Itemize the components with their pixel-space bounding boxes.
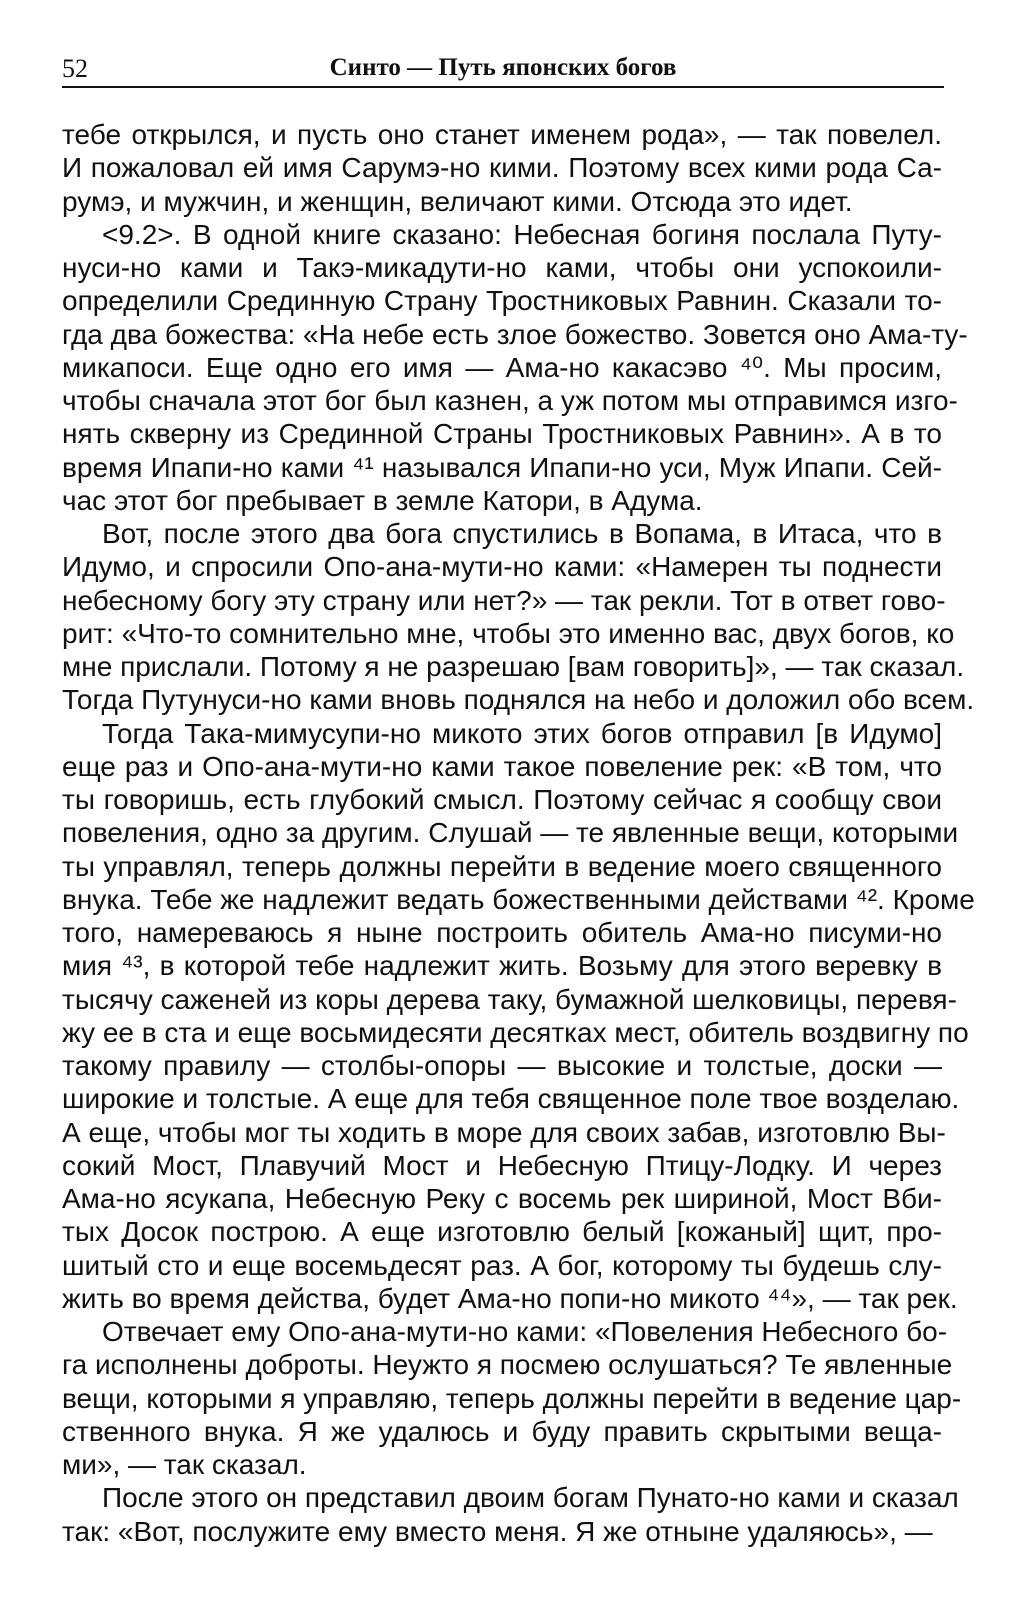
text-line: тебе открылся, и пусть оно станет именем рода», — так повелел.: [62, 119, 942, 150]
text-line: Вот, после этого два бога спустились в Вопама, в Итаса, что в: [102, 518, 942, 549]
text-line: определили Срединную Страну Тростниковых Равнин. Сказали то-: [62, 285, 942, 317]
text-line: мия ⁴³, в которой тебе надлежит жить. Возьму для этого веревку в: [62, 950, 942, 982]
running-title: Синто — Путь японских богов: [329, 54, 677, 81]
text-line: Идумо, и спросили Опо-ана-мути-но ками: «Намерен ты поднести: [62, 551, 942, 583]
text-line: шитый сто и еще восемьдесят раз. А бог, которому ты будешь слу-: [62, 1249, 942, 1281]
text-line: ты говоришь, есть глубокий смысл. Поэтому сейчас я сообщу свои: [62, 784, 942, 815]
page-number: 52: [62, 54, 88, 83]
text-line: такому правилу — столбы-опоры — высокие и толстые, доски —: [62, 1050, 942, 1081]
text-line: И пожаловал ей имя Сарумэ-но кими. Поэтому всех кими рода Са-: [62, 152, 942, 184]
text-line: га исполнены доброты. Неужто я посмею ослушаться? Те явленные: [62, 1349, 953, 1381]
text-line: Тогда Така-мимусупи-но микото этих богов отправил [в Идумо]: [102, 717, 942, 749]
text-line: нять скверну из Срединной Страны Тростниковых Равнин». А в то: [62, 418, 942, 450]
text-line: <9.2>. В одной книге сказано: Небесная богиня послала Путу-: [102, 218, 942, 250]
text-line: тысячу саженей из коры дерева таку, бумажной шелковицы, перевя-: [62, 983, 957, 1015]
paragraph: [62, 1481, 959, 1548]
text-line: время Ипапи-но ками ⁴¹ назывался Ипапи-но уси, Муж Ипапи. Сей-: [62, 451, 942, 483]
text-line: Отвечает ему Опо-ана-мути-но ками: «Повеления Небесного бо-: [102, 1316, 948, 1347]
text-line: После этого он представил двоим богам Пунато-но ками и сказал: [102, 1482, 959, 1514]
text-line: румэ, и мужчин, и женщин, величают кими. Отсюда это идет.: [62, 185, 853, 217]
text-line: А еще, чтобы мог ты ходить в море для своих забав, изготовлю Вы-: [62, 1116, 946, 1148]
paragraph: [62, 118, 942, 218]
text-line: повеления, одно за другим. Слушай — те явленные вещи, которыми: [62, 817, 959, 849]
text-line: так: «Вот, послужите ему вместо меня. Я же отныне удаляюсь», —: [62, 1515, 933, 1547]
paragraph: [62, 1315, 962, 1481]
text-line: Ама-но ясукапа, Небесную Реку с восемь рек шириной, Мост Вби-: [62, 1183, 942, 1214]
body-text: [62, 118, 975, 1548]
paragraph: [62, 717, 975, 1316]
text-line: того, намереваюсь я ныне построить обитель Ама-но писуми-но: [62, 917, 942, 948]
text-line: тых Досок построю. А еще изготовлю белый [кожаный] щит, про-: [62, 1216, 942, 1248]
text-line: еще раз и Опо-ана-мути-но ками такое повеление рек: «В том, что: [62, 750, 942, 782]
running-header: [62, 50, 944, 88]
text-line: сокий Мост, Плавучий Мост и Небесную Птицу-Лодку. И через: [62, 1149, 942, 1181]
paragraph: [62, 517, 975, 717]
text-line: час этот бог пребывает в земле Катори, в Адума.: [62, 484, 703, 516]
paragraph: [62, 218, 968, 517]
text-line: рит: «Что-то сомнительно мне, чтобы это именно вас, двух богов, ко: [62, 617, 955, 649]
text-line: ми», — так сказал.: [62, 1449, 307, 1480]
text-line: внука. Тебе же надлежит ведать божественными действами ⁴². Кроме: [62, 883, 975, 915]
text-line: чтобы сначала этот бог был казнен, а уж потом мы отправимся изго-: [62, 385, 958, 416]
text-line: ственного внука. Я же удалюсь и буду править скрытыми веща-: [62, 1415, 942, 1447]
text-line: нуси-но ками и Такэ-микадути-но ками, чтобы они успокоили-: [62, 252, 942, 283]
text-line: Тогда Путунуси-но ками вновь поднялся на небо и доложил обо всем.: [62, 684, 975, 716]
text-line: микапоси. Еще одно его имя — Ама-но какасэво ⁴⁰. Мы просим,: [62, 351, 942, 383]
text-line: жить во время действа, будет Ама-но попи-но микото ⁴⁴», — так рек.: [62, 1282, 958, 1314]
text-line: гда два божества: «На небе есть злое божество. Зовется оно Ама-ту-: [62, 318, 968, 350]
text-line: мне прислали. Потому я не разрешаю [вам говорить]», — так сказал.: [62, 651, 965, 682]
text-line: вещи, которыми я управляю, теперь должны перейти в ведение цар-: [62, 1382, 962, 1414]
text-line: жу ее в ста и еще восьмидесяти десятках мест, обитель воздвигну по: [62, 1016, 969, 1048]
text-line: ты управлял, теперь должны перейти в ведение моего священного: [62, 850, 942, 882]
text-line: небесному богу эту страну или нет?» — так рекли. Тот в ответ гово-: [62, 584, 946, 616]
text-line: широкие и толстые. А еще для тебя священное поле твое возделаю.: [62, 1083, 960, 1115]
